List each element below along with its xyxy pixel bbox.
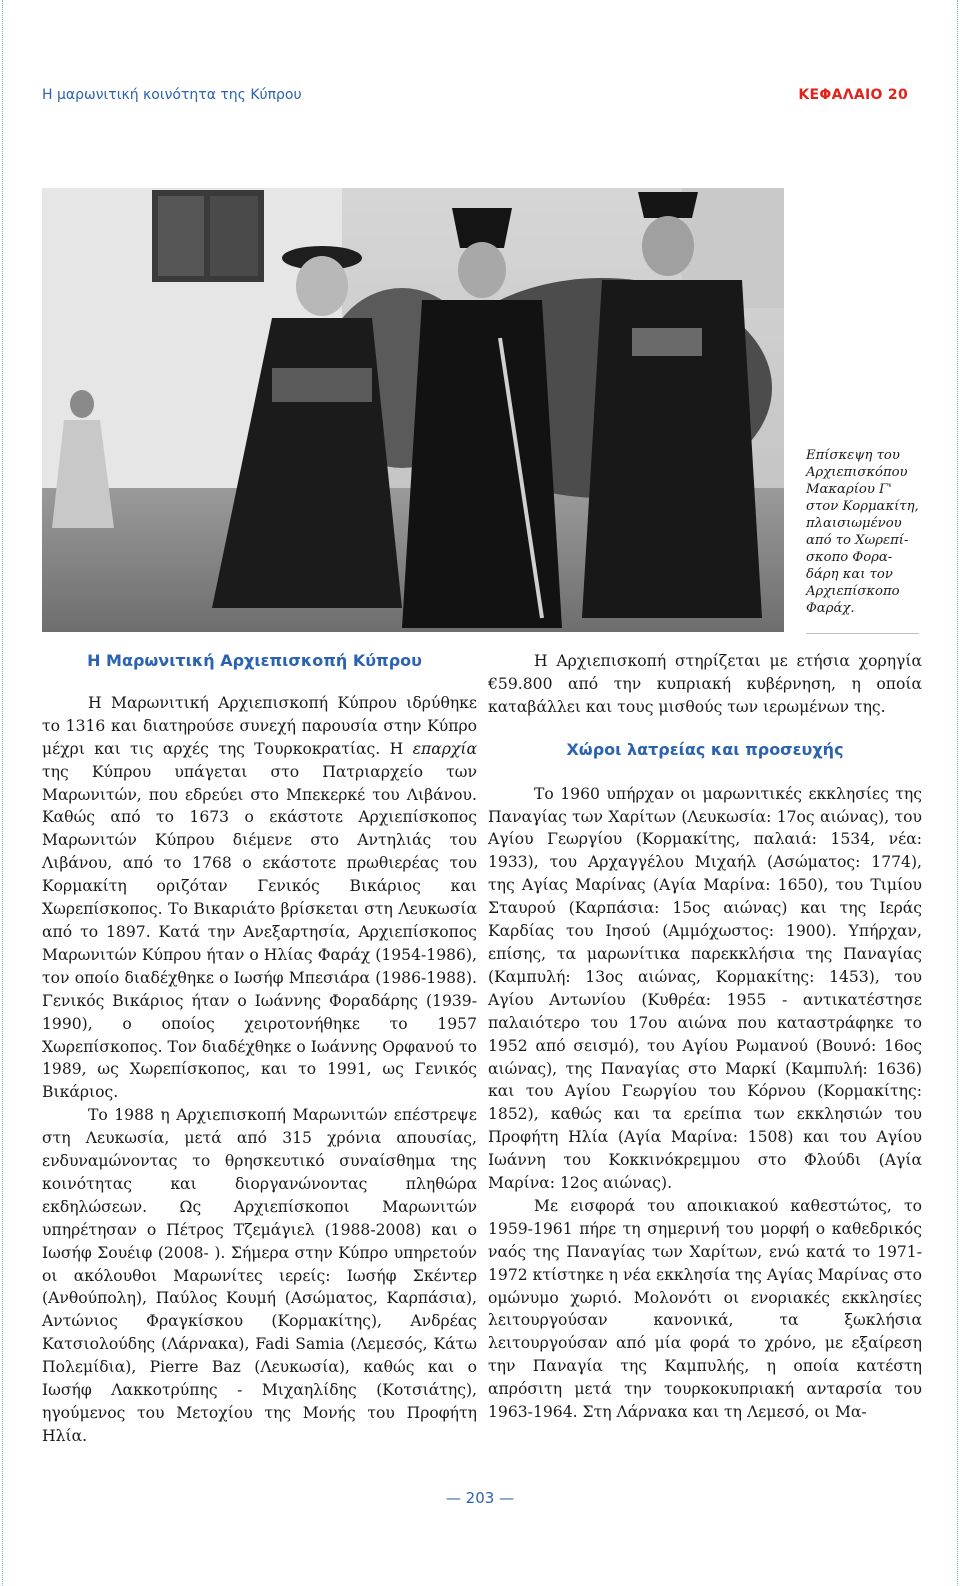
historic-photograph (42, 188, 784, 632)
page-border-left (2, 0, 3, 1586)
page-number: — 203 — (445, 1489, 515, 1507)
chapter-label: ΚΕΦΑΛΑΙΟ 20 (798, 87, 908, 103)
section-heading-worship: Χώροι λατρείας και προσευχής (566, 739, 844, 759)
paragraph: Το 1988 η Αρχιεπισκοπή Μαρωνιτών επέστρεψε στη Λευκωσία, μετά από 315 χρόνια απουσίας, ενδυναμώνοντας το θρησκευτικό συναίσθημα της κοινότητας και διοργανώνοντας πληθώρα εκδηλώσεων. Ως Αρχιεπίσκοποι Μαρωνιτών υπηρέτησαν ο Πέτρος Τζεμάγιελ (1988-2008) και ο Ιωσήφ Σουέιφ (2008- ). Σήμερα στην Κύπρο υπηρετούν οι ακόλουθοι Μαρωνίτες ιερείς: Ιωσήφ Σκέντερ (Ανθούπολη), Παύλος Κουμή (Ασώματος, Καρπάσια), Αντώνιος Φραγκίσκου (Κορμακίτης), Ανδρέας Κατσιολούδης (Λάρνακα), Fadi Samia (Λεμεσός, Κάτω Πολεμίδια), Pierre Baz (Λευκωσία), καθώς και ο Ιωσήφ Λακκοτρύπης - Μιχαηλίδης (Κοτσιάτης), ηγούμενος του Μετοχίου της Μονής του Προφήτη Ηλία. (42, 1106, 477, 1445)
paragraph (42, 692, 477, 1104)
right-column (488, 650, 922, 1424)
photo-caption: Επίσκεψη του Αρχιεπισκόπου Μακαρίου Γ' στον Κορμακίτη, πλαισιωμένου από το Χωρεπί-σκοπο Φορα-δάρη και τον Αρχιεπίσκοπο Φαράχ. (806, 448, 919, 616)
paragraph: Το 1960 υπήρχαν οι μαρωνιτικές εκκλησίες της Παναγίας των Χαρίτων (Λευκωσία: 17ος αιώνας), του Αγίου Γεωργίου (Κορμακίτης, παλαιά: 1534, νέα: 1933), του Αρχαγγέλου Μιχαήλ (Ασώματος: 1774), της Αγίας Μαρίνας (Αγία Μαρίνα: 1650), του Τιμίου Σταυρού (Καρπάσια: 15ος αιώνας) και της Ιεράς Καρδίας του Ιησού (Αμμόχωστος: 1900). Υπήρχαν, επίσης, τα μαρωνίτικα παρεκκλήσια της Παναγίας (Καμπυλή: 13ος αιώνας, Κορμακίτης: 1453), του Αγίου Αντωνίου (Κυθρέα: 1955 - αντικατέστησε παλαιότερο του 17ου αιώνα που καταστράφηκε το 1952 από σεισμό), του Αγίου Ρωμανού (Βουνό: 16ος αιώνας), της Παναγίας στο Μαρκί (Καμπυλή: 1636) και του Αγίου Γεωργίου του Κόρνου (Κορμακίτης: 1852), καθώς και τα ερείπια των εκκλησιών του Προφήτη Ηλία (Αγία Μαρίνα: 1508) και του Αγίου Ιωάννη του Κοκκινόκρεμμου στο Φλούδι (Αγία Μαρίνα: 12ος αιώνας). (488, 784, 922, 1193)
running-head: Η μαρωνιτική κοινότητα της Κύπρου (42, 87, 302, 103)
section-heading-archdiocese: Η Μαρωνιτική Αρχιεπισκοπή Κύπρου (87, 651, 422, 670)
paragraph-text: Η Μαρωνιτική Αρχιεπισκοπή Κύπρου ιδρύθηκε το 1316 και διατηρούσε συνεχή παρουσία στην Κύπρο μέχρι και τις αρχές της Τουρκοκρατίας. Η (42, 693, 477, 758)
photograph-icon (42, 188, 784, 632)
paragraph-text: της Κύπρου υπάγεται στο Πατριαρχείο των Μαρωνιτών, που εδρεύει στο Μπεκερκέ του Λιβάνου. Καθώς από το 1673 ο εκάστοτε Αρχιεπίσκοπος Μαρωνιτών Κύπρου διέμενε στο Αντηλιάς του Λιβάνου, από το 1768 ο εκάστοτε πρωθιερέας του Κορμακίτη οριζόταν Γενικός Βικάριος και Χωρεπίσκοπος. Το Βικαριάτο βρίσκεται στη Λευκωσία από το 1897. Κατά την Ανεξαρτησία, Αρχιεπίσκοπος Μαρωνιτών Κύπρου ήταν ο Ηλίας Φαράχ (1954-1986), τον οποίο διαδέχθηκε ο Ιωσήφ Μπεσιάρα (1986-1988). Γενικός Βικάριος ήταν ο Ιωάννης Φοραδάρης (1939-1990), ο οποίος χειροτονήθηκε το 1957 Χωρεπίσκοπος. Τον διαδέχθηκε ο Ιωάννης Ορφανού το 1989, ως Χωρεπίσκοπος, και το 1991, ως Γενικός Βικάριος. (42, 762, 477, 1102)
paragraph: Η Αρχιεπισκοπή στηρίζεται με ετήσια χορηγία €59.800 από την κυπριακή κυβέρνηση, η οποία καταβάλλει και τους μισθούς των ιερωμένων της. (488, 652, 922, 716)
left-column (42, 650, 477, 1448)
page-border-right (957, 0, 958, 1586)
paragraph: Με εισφορά του αποικιακού καθεστώτος, το 1959-1961 πήρε τη σημερινή του μορφή ο καθεδρικός ναός της Παναγίας των Χαρίτων, ενώ κατά το 1971-1972 κτίστηκε η νέα εκκλησία της Αγίας Μαρίνας στο ομώνυμο χωριό. Μολονότι οι ενοριακές εκκλησίες λειτουργούσαν κανονικά, τα ξωκλήσια λειτουργούσαν από μία φορά το χρόνο, με εξαίρεση την Παναγία της Καμπυλής, η οποία κατέστη απρόσιτη μετά την τουρκοκυπριακή ανταρσία του 1963-1964. Στη Λάρνακα και τη Λεμεσό, οι Μα- (488, 1196, 922, 1422)
emphasis-text: επαρχία (412, 739, 477, 758)
caption-rule (806, 633, 919, 634)
